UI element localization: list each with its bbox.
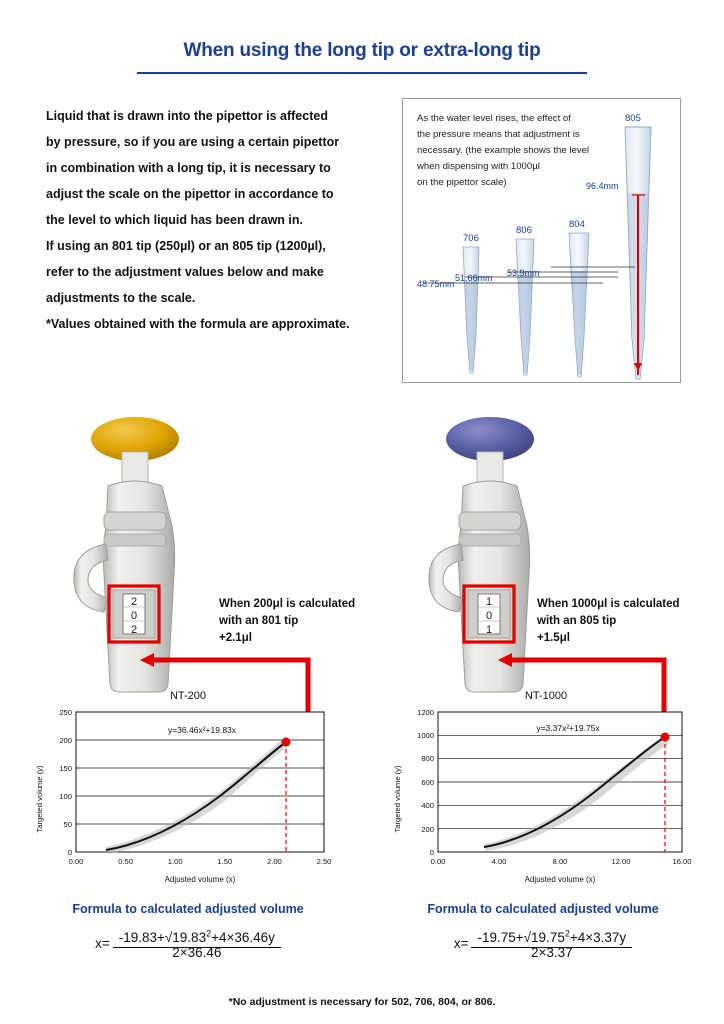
ytick-0: 0: [429, 848, 434, 857]
tip-label-706: 706: [463, 233, 479, 244]
formula-lead: x=: [95, 936, 110, 952]
formula-block-nt1000: [378, 902, 708, 960]
ytick-400: 400: [421, 801, 434, 810]
intro-line-7: refer to the adjustment values below and make: [46, 265, 324, 279]
chart-svg-nt200: [30, 704, 346, 894]
intro-line-1: Liquid that is drawn into the pipettor is affected: [46, 109, 328, 123]
xtick-2.50: 2.50: [316, 857, 332, 866]
ytick-150: 150: [59, 764, 72, 773]
xtick-0.00: 0.00: [430, 857, 446, 866]
chart-title-nt200: NT-200: [169, 690, 207, 702]
formula-heading: Formula to calculated adjusted volume: [72, 902, 304, 916]
intro-line-2: by pressure, so if you are using a certain pipettor: [46, 135, 340, 149]
footnote: *No adjustment is necessary for 502, 706, 804, or 806.: [228, 996, 496, 1008]
callout-line-2: with an 801 tip: [219, 615, 299, 627]
intro-line-5: the level to which liquid has been drawn in.: [46, 213, 303, 227]
ytick-1200: 1200: [417, 708, 434, 717]
display-digit-3: 2: [130, 624, 138, 636]
callout-line-3: +2.1μl: [219, 632, 252, 644]
display-digit-3: 1: [485, 624, 493, 636]
tip-diagram: [403, 99, 680, 382]
display-digit-1: 1: [485, 596, 493, 608]
formula-lead: x=: [453, 936, 469, 952]
formula-numerator-tail: +4×36.46y: [211, 929, 275, 945]
formula-block-nt200: [23, 902, 353, 960]
intro-text: [46, 103, 386, 337]
title-underline: [137, 72, 587, 74]
tip-level-805: 96.4mm: [586, 181, 619, 191]
display-digit-2: 0: [130, 610, 138, 622]
tip-level-804: 53.9mm: [507, 268, 540, 278]
chart-svg-nt1000: [388, 704, 704, 894]
intro-line-4: adjust the scale on the pipettor in accordance to: [46, 187, 334, 201]
formula-denominator: 2×36.46: [172, 944, 222, 960]
ytick-200: 200: [59, 736, 72, 745]
formula-numerator-main: -19.83+√19.83: [118, 929, 207, 945]
tip-level-706: 48.75mm: [417, 279, 455, 289]
chart-title-nt1000: NT-1000: [524, 690, 568, 702]
tip-804: [569, 233, 589, 377]
intro-line-6: If using an 801 tip (250µl) or an 805 tip (1200µl),: [46, 239, 326, 253]
formula-heading: Formula to calculated adjusted volume: [427, 902, 659, 916]
caption-line-4: when dispensing with 1000µl: [417, 161, 540, 172]
ytick-250: 250: [59, 708, 72, 717]
tip-806: [516, 239, 534, 375]
caption-line-5: on the pipettor scale): [417, 177, 507, 188]
formula-numerator-sup: 2: [206, 928, 212, 938]
chart-nt1000: [388, 690, 704, 899]
chart-ylabel: Targeted volume (y): [393, 765, 402, 833]
tip-label-806: 806: [516, 225, 532, 236]
callout-line-3: +1.5μl: [537, 632, 570, 644]
tip-label-805: 805: [625, 113, 641, 124]
xtick-0.50: 0.50: [118, 857, 133, 866]
intro-note: *Values obtained with the formula are approximate.: [46, 317, 350, 331]
tip-805: [625, 127, 651, 379]
chart-xlabel: Adjusted volume (x): [164, 875, 236, 884]
formula-fraction: [113, 928, 281, 960]
ytick-800: 800: [421, 754, 434, 763]
xtick-1.00: 1.00: [167, 857, 183, 866]
display-digit-1: 2: [130, 596, 138, 608]
chart-nt200: [30, 690, 346, 899]
ytick-600: 600: [421, 778, 434, 787]
callout-line-1: When 200μl is calculated: [219, 598, 356, 610]
xtick-8.00: 8.00: [552, 857, 568, 866]
chart-xlabel: Adjusted volume (x): [524, 875, 596, 884]
callout-line-1: When 1000μl is calculated: [537, 598, 680, 610]
tip-706: [463, 247, 479, 373]
xtick-12.00: 12.00: [611, 857, 631, 866]
formula-numerator-tail: +4×3.37y: [569, 929, 627, 945]
formula-numerator-main: -19.75+√19.75: [477, 929, 565, 945]
xtick-0.00: 0.00: [68, 857, 84, 866]
callout-line-2: with an 805 tip: [537, 615, 617, 627]
ytick-200: 200: [421, 825, 434, 834]
caption-line-3: necessary. (the example shows the level: [417, 145, 590, 156]
formula-numerator-sup: 2: [564, 928, 570, 938]
intro-line-8: adjustments to the scale.: [46, 291, 196, 305]
caption-line-2: the pressure means that adjustment is: [417, 129, 580, 140]
caption-line-1: As the water level rises, the effect of: [417, 113, 571, 124]
tip-illustration-panel: [402, 98, 681, 383]
xtick-2.00: 2.00: [267, 857, 282, 866]
xtick-4.00: 4.00: [491, 857, 507, 866]
ytick-1000: 1000: [417, 731, 434, 740]
tip-level-806: 51.66mm: [455, 273, 493, 283]
ytick-50: 50: [63, 820, 72, 829]
ytick-0: 0: [67, 848, 72, 857]
intro-line-3: in combination with a long tip, it is necessary to: [46, 161, 331, 175]
display-digit-2: 0: [485, 610, 493, 622]
formula-fraction: [471, 928, 632, 960]
xtick-16.00: 16.00: [672, 857, 692, 866]
tip-label-804: 804: [569, 219, 585, 230]
xtick-1.50: 1.50: [217, 857, 233, 866]
chart-annotation-nt200: y=36.46x²+19.83x: [167, 725, 237, 735]
chart-annotation-nt1000: y=3.37x²+19.75x: [536, 723, 600, 733]
formula-denominator: 2×3.37: [530, 944, 573, 960]
chart-ylabel: Targeted volume (y): [35, 765, 44, 833]
ytick-100: 100: [59, 792, 72, 801]
page-title: When using the long tip or extra-long tip: [183, 40, 541, 61]
